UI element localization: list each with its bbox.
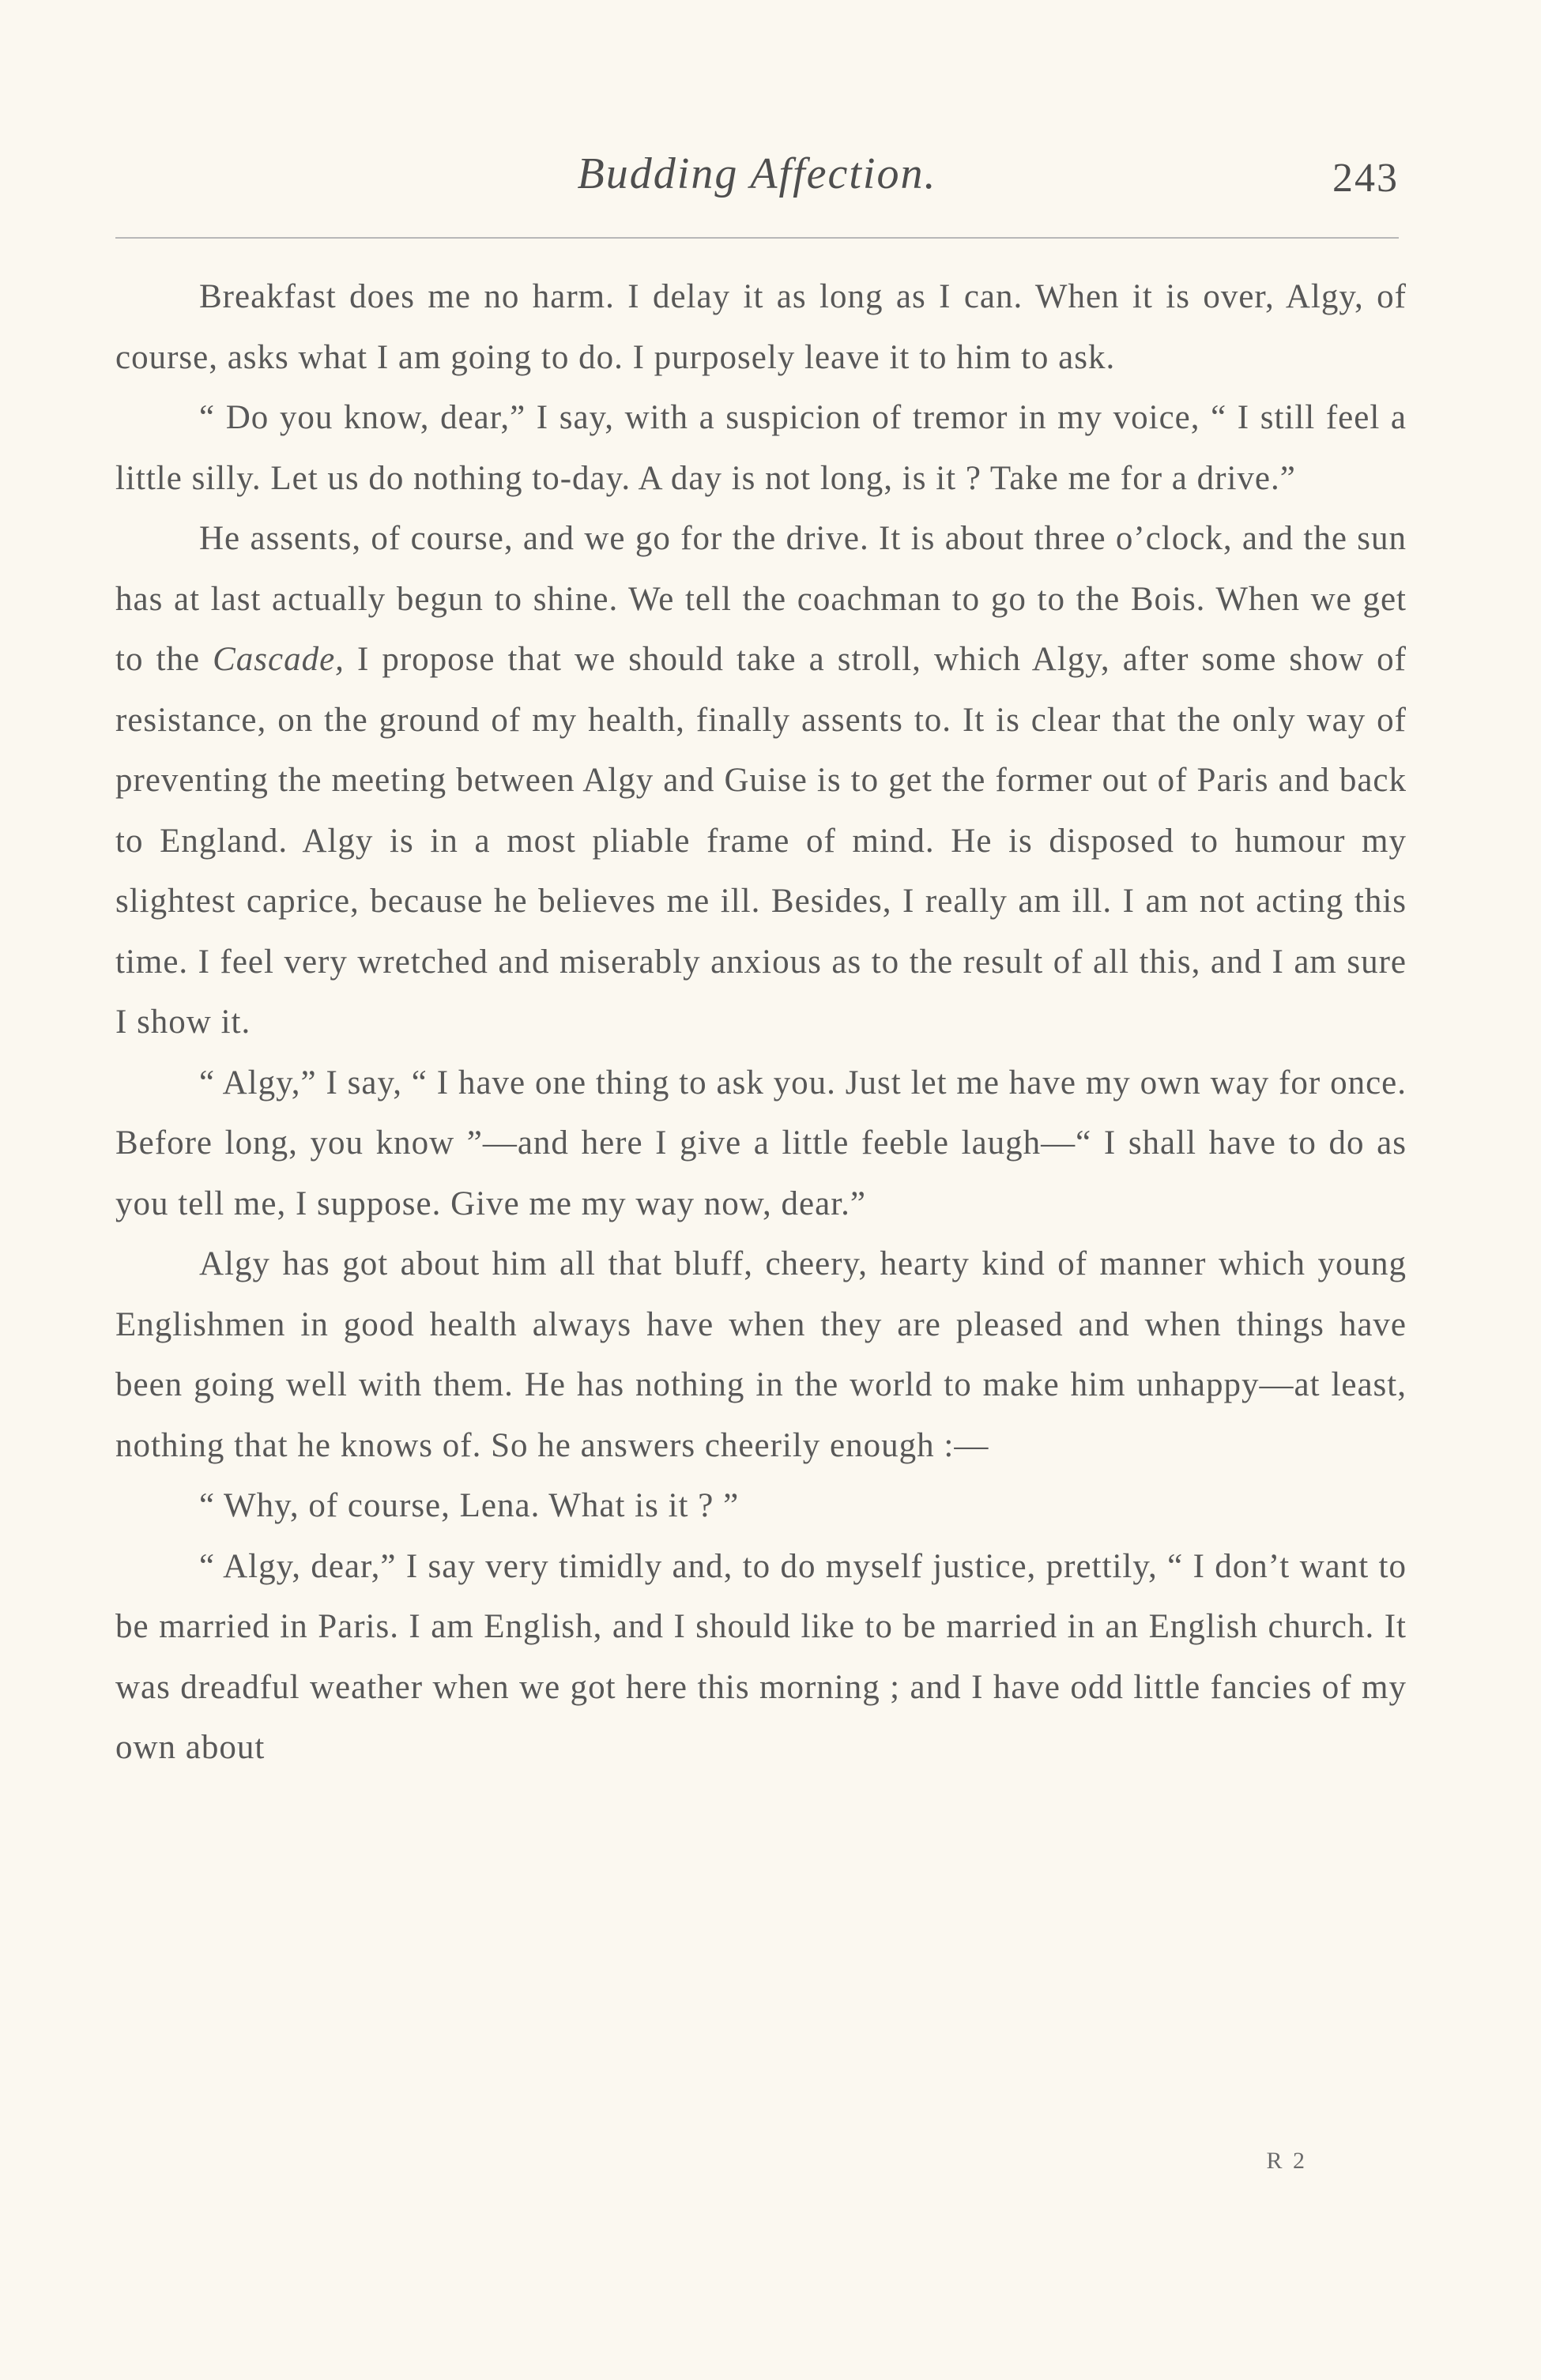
paragraph-1: Breakfast does me no harm. I delay it as long as I can. When it is over, Algy, of course, asks what I am going to do. I purposely leave it to him to ask. bbox=[115, 278, 1407, 376]
paragraph-3-before: He assents, of course, and we go for the drive. It is about three o’clock, and the sun has at last actually begun to shine. We tell the coachman to go to the Bois. When we get to the bbox=[115, 520, 1407, 678]
page-number: 243 bbox=[1332, 156, 1399, 201]
paragraph-4: “ Algy,” I say, “ I have one thing to ask you. Just let me have my own way for once. Before long, you know ”—and here I give a little feeble laugh—“ I shall have to do as you tell me, I suppose. Give me my way now, dear.” bbox=[115, 1064, 1407, 1222]
page-header bbox=[115, 149, 1399, 212]
paragraph-2: “ Do you know, dear,” I say, with a suspicion of tremor in my voice, “ I still feel a little silly. Let us do nothing to-day. A day is not long, is it ? Take me for a drive.” bbox=[115, 399, 1407, 497]
signature-mark: R 2 bbox=[1266, 2148, 1307, 2174]
paragraph-6: “ Why, of course, Lena. What is it ? ” bbox=[199, 1487, 740, 1524]
paragraph-3-after: I propose that we should take a stroll, which Algy, after some show of resistance, on the ground of my health, finally assents to. It is clear that the only way of preventing the meeting between Algy and Guise is to get the former out of Paris and back to England. Algy is in a most pliable frame of mind. He is disposed to humour my slightest caprice, because he believes me ill. Besides, I really am ill. I am not acting this time. I feel very wretched and miserably anxious as to the result of all this, and I am sure I show it. bbox=[115, 641, 1407, 1041]
body-text bbox=[115, 267, 1407, 1779]
header-rule bbox=[115, 237, 1399, 239]
paragraph-7: “ Algy, dear,” I say very timidly and, to do myself justice, prettily, “ I don’t want to be married in Paris. I am English, and I should like to be married in an English church. It was dreadful weather when we got here this morning ; and I have odd little fancies of my own about bbox=[115, 1547, 1407, 1766]
paragraph-5: Algy has got about him all that bluff, cheery, hearty kind of manner which young Englishmen in good health always have when they are pleased and when things have been going well with them. He has nothing in the world to make him unhappy—at least, nothing that he knows of. So he answers cheerily enough :— bbox=[115, 1245, 1407, 1464]
paragraph-3 bbox=[115, 509, 1407, 1053]
paragraph-3-italic: Cascade, bbox=[213, 641, 345, 678]
running-title: Budding Affection. bbox=[577, 149, 937, 198]
